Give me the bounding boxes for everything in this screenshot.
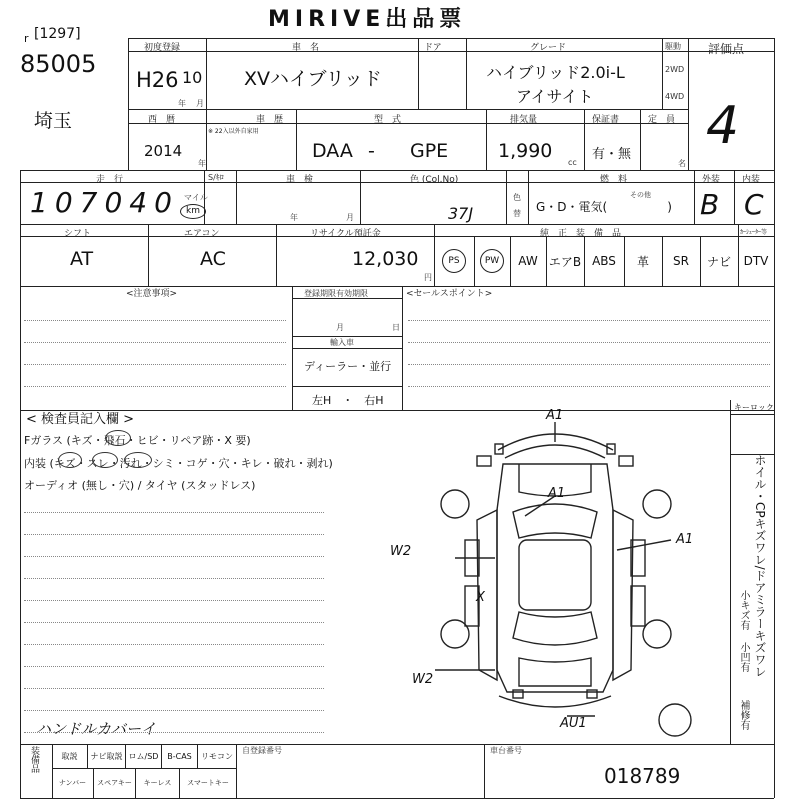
lot-bracket: [1297]	[34, 26, 81, 42]
equipment-cell	[700, 236, 738, 286]
equipment-divider	[474, 236, 475, 286]
damage-mark: X	[476, 590, 485, 605]
drive-4wd: 4WD	[665, 92, 685, 101]
damage-mark: A1	[548, 486, 566, 501]
note-line	[408, 320, 770, 321]
color-change-bottom: 替	[513, 209, 521, 218]
damage-mark: A1	[546, 408, 564, 423]
first-reg-value: H26	[136, 68, 179, 92]
first-reg-label: 初度登録	[144, 43, 181, 53]
import-label: 輸入車	[330, 338, 354, 347]
displacement-value: 1,990	[498, 140, 553, 162]
equipment-divider	[584, 236, 585, 286]
equipment-cell	[474, 236, 510, 286]
equipment-item: ナビ	[706, 254, 731, 269]
prefecture: 埼玉	[34, 110, 73, 132]
note-line	[24, 320, 286, 321]
side-small-label: 小キズ有	[738, 590, 749, 630]
capacity-label: 定 員	[648, 115, 676, 125]
inspector-title: < 検査員記入欄 >	[26, 412, 135, 427]
accessory-item: キーレス	[136, 768, 180, 798]
import-value: ディーラー・並行	[304, 360, 392, 373]
inspector-line2: 内装 (キズ・スレ・汚れ・シミ・コゲ・穴・キレ・破れ・剥れ)	[24, 457, 333, 470]
lot-number: 85005	[20, 50, 97, 78]
inspector-line	[24, 600, 324, 601]
accessory-item: ナビ取説	[88, 744, 126, 768]
score-value: 4	[706, 96, 740, 156]
score-label: 評価点	[708, 42, 745, 56]
note-line	[408, 364, 770, 365]
history-sub: ※ 22入以外自家用	[208, 128, 259, 135]
equipment-divider	[510, 236, 511, 286]
recycle-label: リサイクル預託金	[310, 229, 381, 239]
equipment-divider	[700, 236, 701, 286]
ac-value: AC	[200, 248, 226, 270]
model-code: GPE	[410, 140, 449, 162]
car-diagram	[395, 400, 730, 744]
equipment-item: DTV	[743, 254, 769, 268]
damage-mark: AU1	[560, 716, 587, 731]
side-legend: ホイル・CPキズワレ/ドアミラーキズワレ	[753, 454, 767, 678]
ac-label: エアコン	[184, 229, 220, 239]
reg-number-label: 自登録番号	[242, 746, 282, 755]
note-line	[408, 386, 770, 387]
year-suffix-1: 年	[178, 99, 186, 108]
accessories-label: 装備品	[29, 746, 39, 773]
equipment-item: SR	[673, 254, 689, 268]
accessory-item: スペアキー	[94, 768, 136, 798]
color-label: 色 (Col.No)	[410, 175, 459, 185]
reg-day: 日	[392, 323, 400, 332]
reg-deadline-label: 登録期限有効期限	[304, 289, 368, 298]
inspection-month: 月	[346, 213, 354, 222]
equipment-cell	[662, 236, 700, 286]
inspector-line	[24, 578, 324, 579]
inspection-year: 年	[290, 213, 298, 222]
equipment-divider	[546, 236, 547, 286]
model-prefix: DAA	[312, 140, 353, 162]
grade-line1: ハイブリッド2.0i-L	[486, 63, 625, 82]
displacement-label: 排気量	[510, 115, 538, 125]
exterior-value: B	[700, 188, 720, 221]
inspector-line	[24, 622, 324, 623]
interior-label: 内装	[742, 175, 761, 185]
equipment-cell	[738, 236, 774, 286]
inspector-line	[24, 512, 324, 513]
note-line	[24, 386, 286, 387]
damage-mark: A1	[676, 532, 694, 547]
shift-label: シフト	[64, 229, 92, 239]
cartop-label: ｶｰｼｪｰﾀｰ等	[740, 229, 768, 236]
inspector-handwriting: ハンドルカバーイ	[36, 720, 157, 738]
recycle-value: 12,030	[352, 248, 419, 270]
equipment-item: PS	[442, 249, 466, 273]
mileage-label: 走 行	[96, 175, 124, 185]
wear-circle	[92, 452, 118, 468]
inspector-line3: オーディオ (無し・穴) / タイヤ (スタッドレス)	[24, 479, 256, 492]
equipment-divider	[662, 236, 663, 286]
color-value: 37J	[448, 204, 474, 223]
inspector-line	[24, 732, 324, 733]
year-value: 2014	[144, 142, 183, 160]
grade-label: グレード	[530, 43, 567, 53]
km-unit: km	[180, 204, 206, 219]
car-name-value: XVハイブリッド	[244, 68, 382, 90]
exterior-label: 外装	[702, 175, 721, 185]
form-title: MIRIVE出品票	[268, 7, 467, 32]
note-line	[24, 342, 286, 343]
scratch-circle	[58, 452, 82, 468]
color-change-top: 色	[513, 193, 521, 202]
inspector-line1: Fガラス (キズ・飛石・ヒビ・リペア跡・X 要)	[24, 434, 251, 447]
damage-mark: W2	[412, 672, 434, 687]
meter-label: S/ｷﾛ	[208, 173, 224, 182]
chassis-label: 車台番号	[490, 746, 522, 755]
warranty-value: 有・無	[592, 147, 632, 162]
note-line	[24, 364, 286, 365]
inspector-line	[24, 688, 324, 689]
equipment-divider	[738, 236, 739, 286]
r-mark: r	[24, 32, 29, 45]
interior-value: C	[744, 188, 764, 221]
equipment-item: 革	[636, 254, 649, 269]
chassis-value: 018789	[604, 764, 681, 788]
handle-value: 左H ・ 右H	[312, 394, 384, 407]
fuel-other: その他	[630, 191, 651, 199]
month-suffix-1: 月	[196, 99, 204, 108]
capacity-unit: 名	[678, 159, 686, 168]
accessory-item: リモコン	[201, 751, 233, 761]
sales-point-label: <セールスポイント>	[406, 289, 493, 299]
inspector-line	[24, 644, 324, 645]
accessory-item: ロム/SD	[126, 744, 162, 768]
equipment-item: ABS	[592, 254, 616, 268]
drive-2wd: 2WD	[665, 65, 685, 74]
fuel-label: 燃 料	[600, 175, 628, 185]
damage-mark: W2	[390, 544, 412, 559]
fuel-value: G・D・電気( )	[536, 200, 672, 214]
chip-circle	[105, 430, 131, 446]
model-label: 型 式	[374, 115, 402, 125]
inspector-line	[24, 666, 324, 667]
model-dash: -	[368, 140, 375, 162]
accessory-item: 取説	[52, 744, 88, 768]
door-label: ドア	[424, 43, 442, 53]
equipment-cell	[434, 236, 474, 286]
cc-unit: cc	[568, 158, 577, 167]
mileage-value: 107040	[30, 186, 179, 219]
note-line	[408, 342, 770, 343]
shift-value: AT	[70, 248, 94, 270]
equipment-label: 純 正 装 備 品	[540, 229, 622, 239]
grade-line2: アイサイト	[516, 87, 594, 106]
year-suffix-2: 年	[198, 159, 206, 168]
inspector-line	[24, 534, 324, 535]
accessory-item: スマートキー	[187, 779, 229, 787]
equipment-cell	[624, 236, 662, 286]
caution-label: <注意事項>	[126, 289, 178, 299]
dirt-circle	[124, 452, 152, 468]
drive-label: 駆動	[665, 42, 681, 51]
equipment-cell	[510, 236, 546, 286]
inspector-line	[24, 556, 324, 557]
yen-unit: 円	[424, 273, 432, 282]
mile-unit: マイル	[184, 193, 208, 202]
equipment-cell	[584, 236, 624, 286]
equipment-item: エアB	[548, 254, 582, 269]
year-label: 西 暦	[148, 115, 176, 125]
reg-month: 月	[336, 323, 344, 332]
side-small-label: 補修有	[738, 700, 749, 730]
side-small-label: 小凹有	[738, 642, 749, 672]
inspector-line	[24, 710, 324, 711]
equipment-divider	[624, 236, 625, 286]
inspection-label: 車 検	[286, 175, 314, 185]
equipment-item: AW	[518, 254, 538, 268]
key-lock-label: キーロック	[734, 403, 774, 412]
history-label: 車 歴	[256, 115, 284, 125]
equipment-cell	[546, 236, 584, 286]
equipment-item: PW	[480, 249, 504, 273]
accessory-item: ナンバー	[52, 768, 94, 798]
first-reg-month: 10	[182, 68, 203, 87]
warranty-label: 保証書	[592, 115, 620, 125]
accessory-item: B-CAS	[162, 744, 198, 768]
car-name-label: 車 名	[292, 43, 320, 53]
